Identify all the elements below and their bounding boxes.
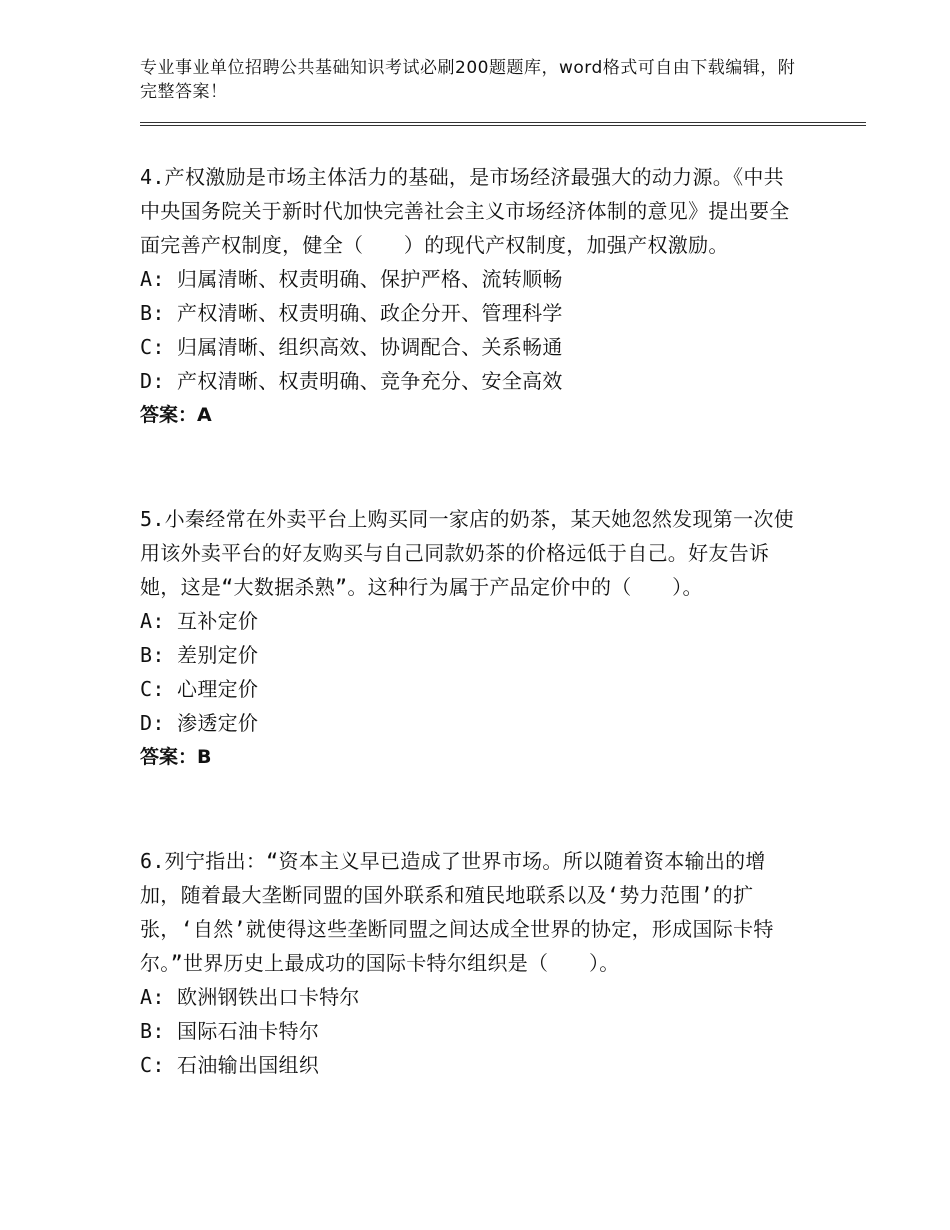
- header-divider: [140, 122, 866, 123]
- option-a: A: 归属清晰、权责明确、保护严格、流转顺畅: [140, 267, 563, 291]
- question-4: [140, 160, 800, 432]
- document-header: [140, 56, 800, 104]
- header-divider-second: [140, 125, 866, 126]
- option-b: B: 国际石油卡特尔: [140, 1019, 320, 1043]
- answer-label: 答案：B: [140, 746, 212, 768]
- header-title: 专业事业单位招聘公共基础知识考试必刷200题题库，word格式可自由下载编辑，附完整答案！: [140, 58, 796, 102]
- option-d: D: 产权清晰、权责明确、竞争充分、安全高效: [140, 369, 563, 393]
- option-b: B: 差别定价: [140, 643, 259, 667]
- question-stem: 5.小秦经常在外卖平台上购买同一家店的奶茶，某天她忽然发现第一次使用该外卖平台的好友购买与自己同款奶茶的价格远低于自己。好友告诉她，这是“大数据杀熟”。这种行为属于产品定价中的（ ）。: [140, 507, 794, 599]
- option-c: C: 归属清晰、组织高效、协调配合、关系畅通: [140, 335, 563, 359]
- question-stem: 4.产权激励是市场主体活力的基础，是市场经济最强大的动力源。《中共中央国务院关于新时代加快完善社会主义市场经济体制的意见》提出要全面完善产权制度，健全（ ）的现代产权制度，加强产权激励。: [140, 165, 790, 257]
- option-c: C: 石油输出国组织: [140, 1053, 320, 1077]
- option-c: C: 心理定价: [140, 677, 259, 701]
- question-stem: 6.列宁指出：“资本主义早已造成了世界市场。所以随着资本输出的增加，随着最大垄断同盟的国外联系和殖民地联系以及‘势力范围’的扩张，‘自然’就使得这些垄断同盟之间达成全世界的协定，形成国际卡特尔。”世界历史上最成功的国际卡特尔组织是（ ）。: [140, 849, 774, 975]
- answer-label: 答案：A: [140, 404, 212, 426]
- option-a: A: 欧洲钢铁出口卡特尔: [140, 985, 360, 1009]
- option-d: D: 渗透定价: [140, 711, 259, 735]
- option-a: A: 互补定价: [140, 609, 259, 633]
- question-6: [140, 844, 800, 1082]
- question-5: [140, 502, 800, 774]
- option-b: B: 产权清晰、权责明确、政企分开、管理科学: [140, 301, 563, 325]
